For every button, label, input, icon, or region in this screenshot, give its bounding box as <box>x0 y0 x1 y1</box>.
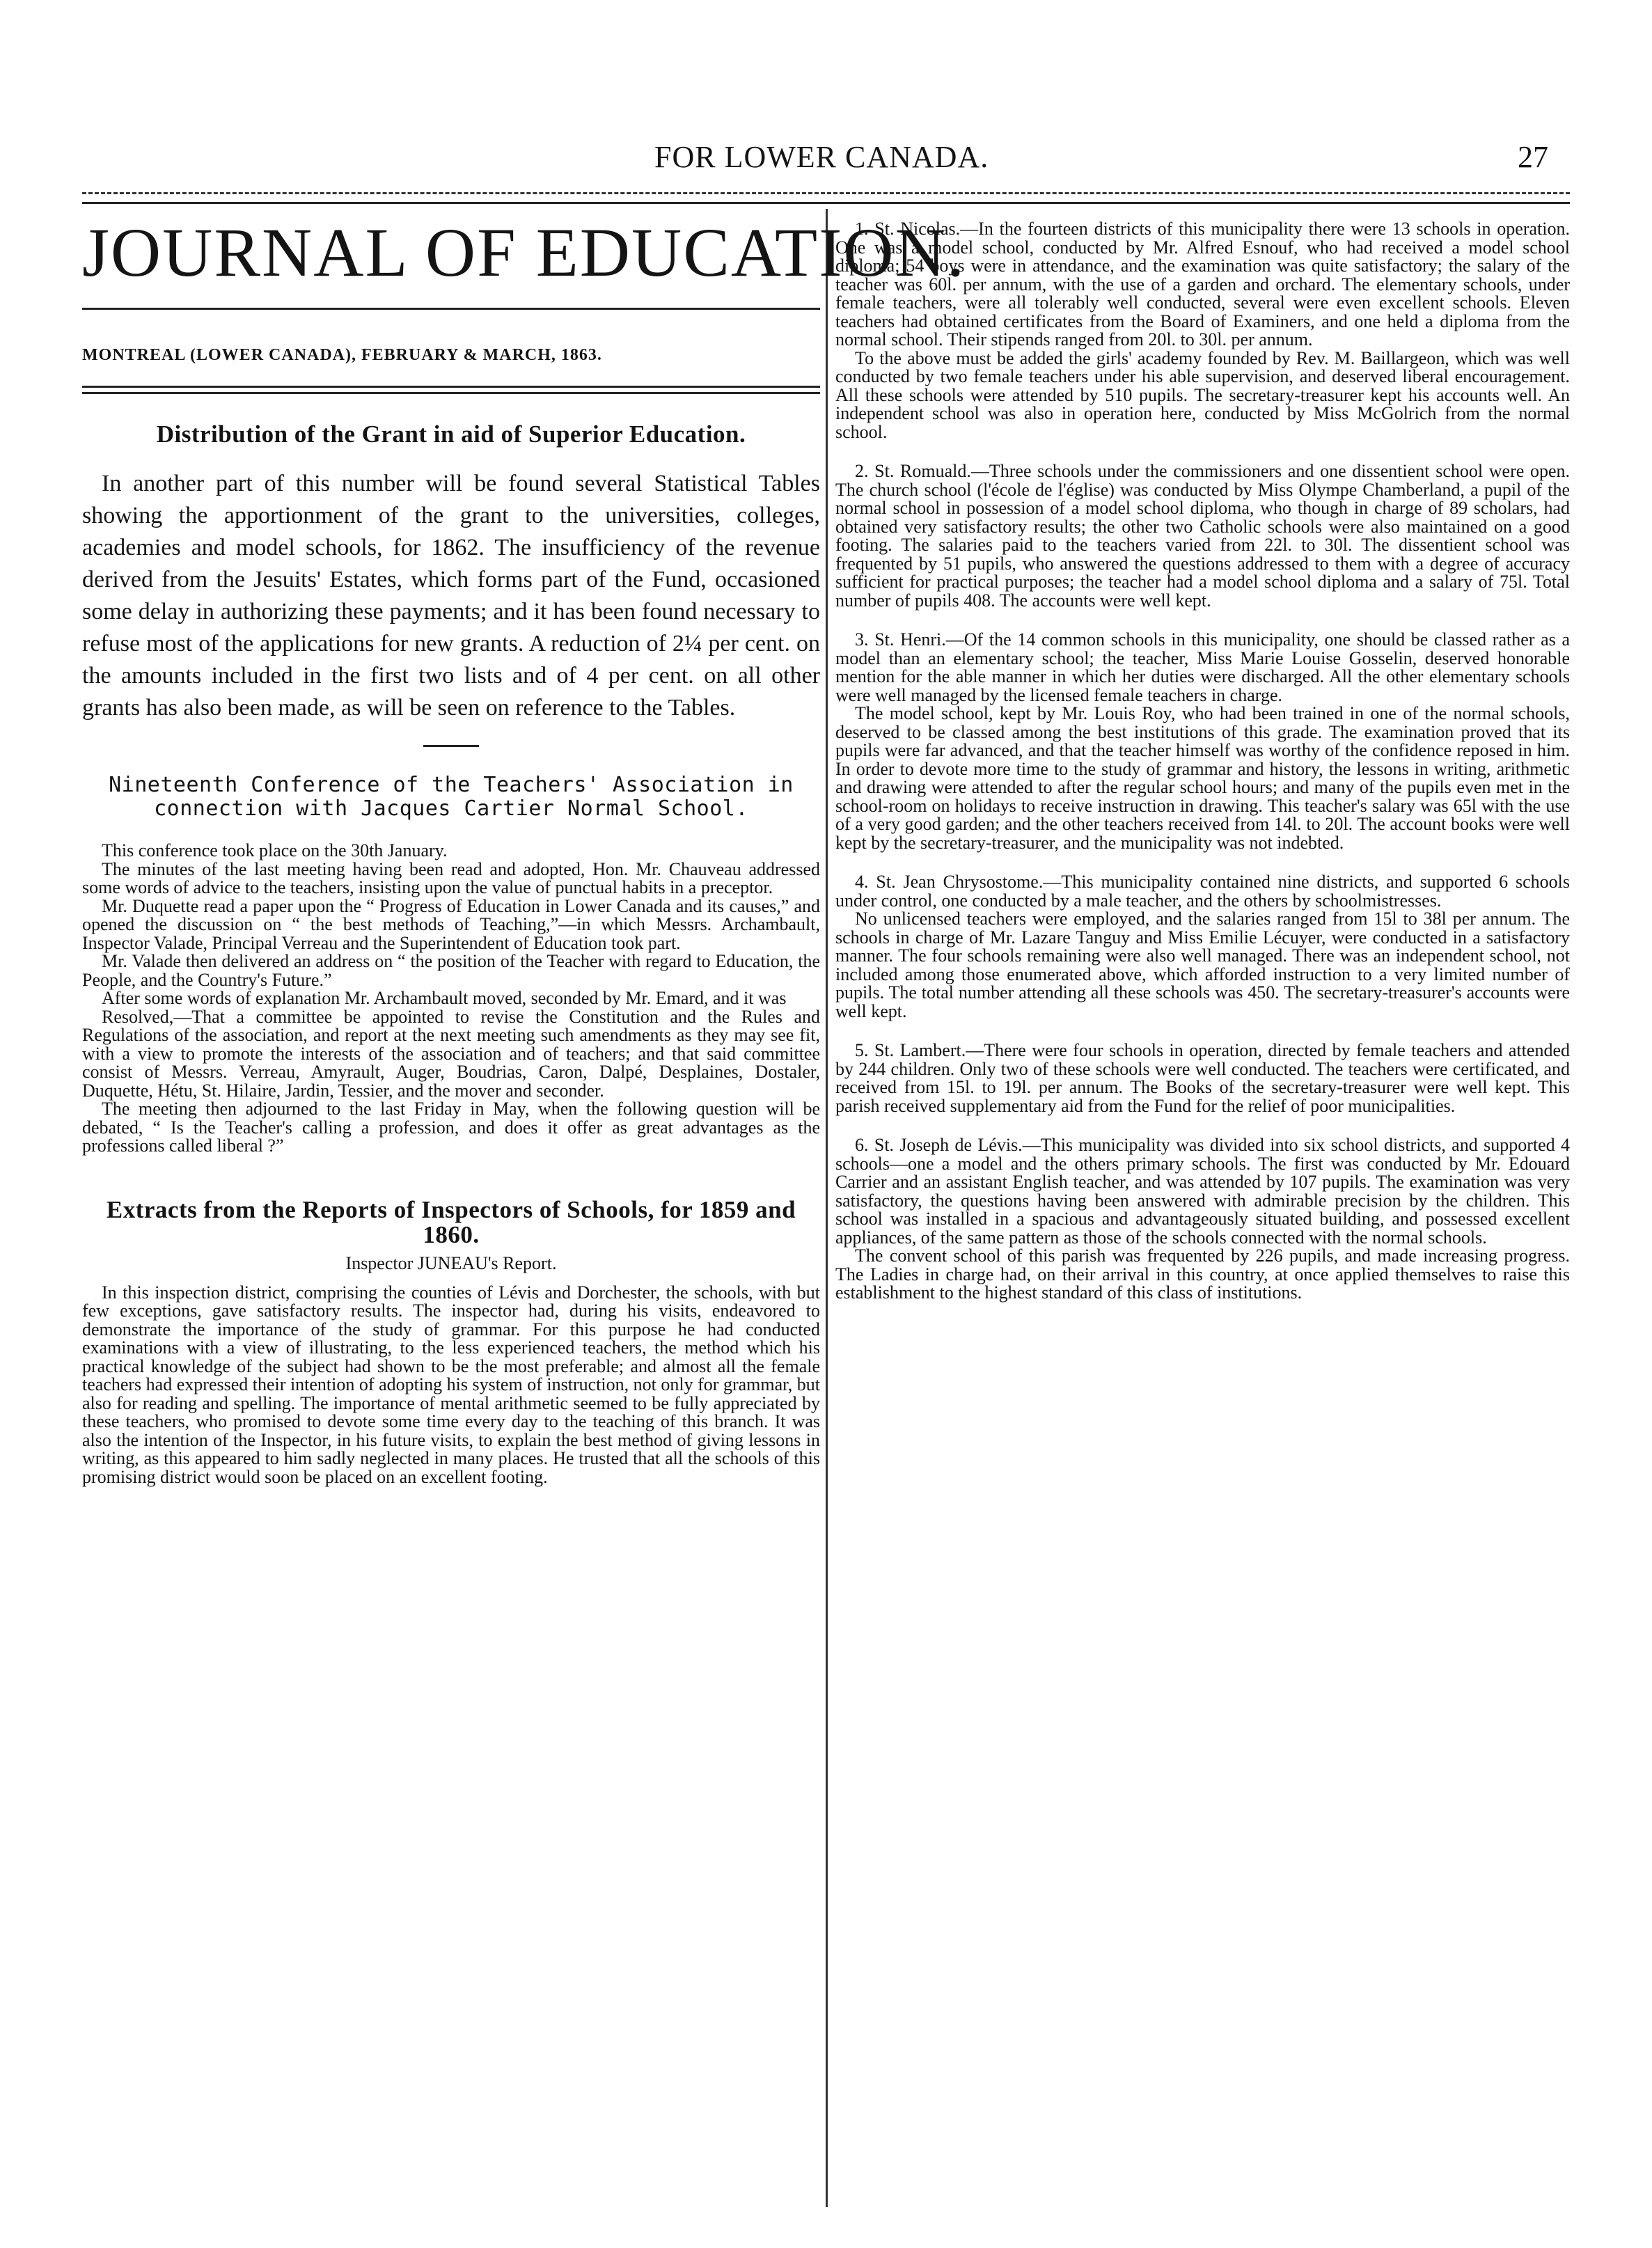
conference-paragraph: The meeting then adjourned to the last Friday in May, when the following question will be debated, “ Is the Teacher's calling a profession, and does it offer as great advantages as the professions called liberal ?” <box>82 1099 820 1156</box>
journal-masthead: JOURNAL OF EDUCATION. <box>82 214 966 291</box>
header-rule-top <box>82 192 1570 194</box>
distribution-paragraph: In another part of this number will be found several Statistical Tables showing the apportionment of the grant to the universities, colleges, academies and model schools, for 1862. The insufficiency of the revenue derived from the Jesuits' Estates, which forms part of the Fund, occasioned some delay in authorizing these payments; and it has been found necessary to refuse most of the applications for new grants. A reduction of 2¼ per cent. on the amounts included in the first two lists and of 4 per cent. on all other grants has also been made, as will be seen on reference to the Tables. <box>82 471 820 721</box>
masthead-rule <box>82 308 820 310</box>
report-paragraph: The model school, kept by Mr. Louis Roy, who had been trained in one of the normal schools, deserved to be classed among the best institutions of this grade. The examination proved that its pupils were far advanced, and that the teacher himself was worthy of the confidence reposed in him. In order to devote more time to the study of grammar and history, the lessons in writing, arithmetic and drawing were attended to after the regular school hours; and many of the pupils even met in the school-room on holidays to receive instruction in drawing. This teacher's salary was 65l with the use of a very good garden; and the other teachers received from 14l. to 20l. The account books were well kept by the secretary-treasurer, and the municipality was not indebted. <box>835 703 1570 853</box>
conference-heading: Nineteenth Conference of the Teachers' Association in connection with Jacques Cartier Normal School. <box>109 773 794 821</box>
running-title: FOR LOWER CANADA. <box>654 140 989 174</box>
conference-paragraph: This conference took place on the 30th January. <box>102 840 448 860</box>
column-divider <box>826 209 828 2207</box>
conference-paragraph: Mr. Valade then delivered an address on “ the position of the Teacher with regard to Education, the People, and the Country's Future.” <box>82 951 820 990</box>
extracts-paragraph: In this inspection district, comprising the counties of Lévis and Dorchester, the schools, with but few exceptions, gave satisfactory results. The inspector had, during his visits, endeavored to demonstrate the importance of the study of grammar. For this purpose he had conducted examinations with a view of illustrating, to the less experienced teachers, the method which his practical knowledge of the subject had shown to be the most preferable; and almost all the female teachers had expressed their intention of adopting his system of instruction, not only for grammar, but also for reading and spelling. The importance of mental arithmetic seemed to be fully appreciated by these teachers, who promised to devote some time every day to the teaching of this branch. It was also the intention of the Inspector, in his future visits, to explain the best method of giving lessons in writing, as this appeared to him sadly neglected in many places. He trusted that all the schools of this promising district would soon be placed on an excellent footing. <box>82 1282 820 1487</box>
left-column <box>82 209 966 1487</box>
conference-paragraph: After some words of explanation Mr. Archambault moved, seconded by Mr. Emard, and it was <box>102 988 787 1008</box>
report-paragraph: 2. St. Romuald.—Three schools under the commissioners and one dissentient school were open. The church school (l'école de l'église) was conducted by Miss Olympe Chamberland, a pupil of the normal school in possession of a model school diploma, who though in charge of 89 scholars, had obtained very satisfactory results; the other two Catholic schools were also maintained on a good footing. The salaries paid to the teachers varied from 22l. to 30l. The dissentient school was frequented by 51 pupils, who answered the questions addressed to them with a degree of accuracy sufficient for practical purposes; the teacher had a model school diploma and a salary of 75l. Total number of pupils 408. The accounts were well kept. <box>835 461 1570 611</box>
report-paragraph: 3. St. Henri.—Of the 14 common schools in this municipality, one should be classed rather as a model than an elementary school; the teacher, Miss Marie Louise Gosselin, deserved honorable mention for the able manner in which her duties were discharged. All the other elementary schools were well managed by the licensed female teachers in charge. <box>835 629 1570 705</box>
header-rule-bottom <box>82 202 1570 204</box>
report-paragraph: 4. St. Jean Chrysostome.—This municipality contained nine districts, and supported 6 schools under control, one conducted by a male teacher, and the others by schoolmistresses. <box>835 872 1570 911</box>
extracts-subhead: Inspector JUNEAU's Report. <box>345 1252 557 1273</box>
extracts-body <box>82 1284 820 1487</box>
report-paragraph: No unlicensed teachers were employed, and the salaries ranged from 15l to 38l per annum. The schools in charge of Mr. Lazare Tanguy and Miss Emilie Lécuyer, were conducted in a satisfactory manner. The four schools remaining were also well managed. There was an independent school, not included among those enumerated above, which afforded instruction to a very limited number of pupils. The total number attending all these schools was 450. The secretary-treasurer's accounts were well kept. <box>835 909 1570 1021</box>
extracts-heading: Extracts from the Reports of Inspectors of Schools, for 1859 and 1860. <box>106 1195 796 1248</box>
distribution-heading: Distribution of the Grant in aid of Superior Education. <box>156 420 746 448</box>
dateline-rule <box>82 386 820 394</box>
page-number: 27 <box>1518 140 1548 174</box>
right-column <box>835 220 1570 1303</box>
report-paragraph: 5. St. Lambert.—There were four schools in operation, directed by female teachers and attended by 244 children. Only two of these schools were well conducted. The teachers were certificated, and received from 15l. to 19l. per annum. The Books of the secretary-treasurer were well kept. This parish received supplementary aid from the Fund for the relief of poor municipalities. <box>835 1040 1570 1116</box>
conference-paragraph: Mr. Duquette read a paper upon the “ Progress of Education in Lower Canada and its causes,” and opened the discussion on “ the best methods of Teaching,”—in which Messrs. Archambault, Inspector Valade, Principal Verreau and the Superintendent of Education took part. <box>82 895 820 953</box>
dateline: MONTREAL (LOWER CANADA), FEBRUARY & MARCH, 1863. <box>82 346 602 364</box>
distribution-body <box>82 468 820 724</box>
conference-paragraph: The minutes of the last meeting having been read and adopted, Hon. Mr. Chauveau addressed some words of advice to the teachers, insisting upon the value of punctual habits in a preceptor. <box>82 858 820 897</box>
conference-paragraph: Resolved,—That a committee be appointed to revise the Constitution and the Rules and Regulations of the association, and report at the next meeting such amendments as they may see fit, with a view to promote the interests of the association and of teachers; and that said committee consist of Messrs. Verreau, Amyrault, Auger, Boudrias, Caron, Dalpé, Desplaines, Dostaler, Duquette, Hétu, St. Hilaire, Jardin, Tessier, and the mover and seconder. <box>82 1006 820 1101</box>
section-separator <box>423 745 479 747</box>
report-paragraph: 6. St. Joseph de Lévis.—This municipality was divided into six school districts, and supported 4 schools—one a model and the others primary schools. The first was conducted by Mr. Edouard Carrier and an assistant English teacher, and was attended by 107 pupils. The examination was very satisfactory, the questions having been answered with admirable precision by the children. This school was installed in a spacious and advantageously situated building, and possessed excellent appliances, of the same pattern as those of the schools connected with the normal schools. <box>835 1135 1570 1248</box>
conference-body <box>82 842 820 1156</box>
report-paragraph: To the above must be added the girls' academy founded by Rev. M. Baillargeon, which was well conducted by two female teachers under his able supervision, and deserved liberal encouragement. All these schools were attended by 510 pupils. The secretary-treasurer kept his accounts well. An independent school was also in operation here, conducted by Miss McGolrich from the normal school. <box>835 347 1570 442</box>
report-paragraph: 1. St. Nicolas.—In the fourteen districts of this municipality there were 13 schools in operation. One was a model school, conducted by Mr. Alfred Esnouf, who had received a model school diploma; 54 boys were in attendance, and the examination was quite satisfactory; the salary of the teacher was 60l. per annum, with the use of a garden and orchard. The elementary schools, under female teachers, were all tolerably well conducted, several were even excellent schools. Eleven teachers had obtained certificates from the Board of Examiners, and one held a diploma from the normal school. Their stipends ranged from 20l. to 30l. per annum. <box>835 219 1570 349</box>
report-paragraph: The convent school of this parish was frequented by 226 pupils, and made increasing progress. The Ladies in charge had, on their arrival in this country, at once applied themselves to raise this establishment to the highest standard of this class of institutions. <box>835 1245 1570 1303</box>
